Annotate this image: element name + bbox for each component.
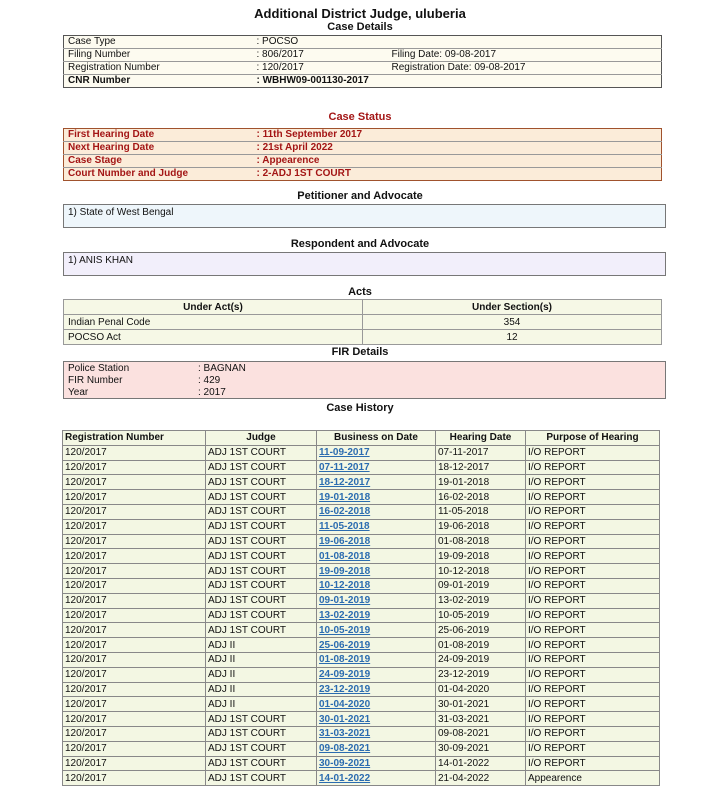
act-section: 12 — [363, 330, 662, 345]
business-date-cell — [317, 578, 436, 593]
respondent-heading: Respondent and Advocate — [290, 238, 430, 250]
hearing-date-cell: 07-11-2017 — [436, 445, 526, 460]
petitioner-heading: Petitioner and Advocate — [297, 190, 423, 202]
business-date-cell — [317, 475, 436, 490]
business-date-link[interactable]: 19-09-2018 — [319, 565, 371, 577]
registration-number-value: : 120/2017 — [253, 62, 388, 75]
judge-cell: ADJ 1ST COURT — [206, 564, 317, 579]
purpose-cell: I/O REPORT — [526, 564, 660, 579]
act-section: 354 — [363, 315, 662, 330]
business-date-link[interactable]: 16-02-2018 — [319, 506, 371, 518]
purpose-cell: I/O REPORT — [526, 712, 660, 727]
purpose-cell: I/O REPORT — [526, 652, 660, 667]
act-name: POCSO Act — [64, 330, 363, 345]
hearing-date-cell: 01-08-2019 — [436, 638, 526, 653]
business-date-cell — [317, 460, 436, 475]
hearing-date-cell: 24-09-2019 — [436, 652, 526, 667]
case-type-row — [64, 36, 662, 49]
fir-label: Year — [68, 387, 89, 398]
hearing-date-cell: 10-12-2018 — [436, 564, 526, 579]
act-name: Indian Penal Code — [64, 315, 363, 330]
col-registration-number: Registration Number — [63, 431, 206, 446]
business-date-link[interactable]: 10-05-2019 — [319, 624, 371, 636]
fir-label: Police Station — [68, 363, 130, 374]
purpose-cell: I/O REPORT — [526, 593, 660, 608]
hearing-date-cell: 19-01-2018 — [436, 475, 526, 490]
acts-col-act: Under Act(s) — [64, 300, 363, 315]
petitioner-text: 1) State of West Bengal — [68, 207, 174, 218]
table-row — [63, 756, 660, 771]
purpose-cell: I/O REPORT — [526, 519, 660, 534]
table-row — [63, 490, 660, 505]
business-date-link[interactable]: 25-06-2019 — [319, 639, 371, 651]
table-row — [63, 771, 660, 786]
judge-cell: ADJ II — [206, 638, 317, 653]
table-row — [63, 741, 660, 756]
table-row — [63, 667, 660, 682]
hearing-date-cell: 31-03-2021 — [436, 712, 526, 727]
next-hearing-row — [64, 142, 662, 155]
judge-cell: ADJ II — [206, 667, 317, 682]
registration-date: Registration Date: 09-08-2017 — [388, 62, 662, 75]
business-date-link[interactable]: 07-11-2017 — [319, 461, 370, 473]
table-row — [63, 534, 660, 549]
judge-cell: ADJ 1ST COURT — [206, 771, 317, 786]
case-stage-label: Case Stage — [64, 155, 253, 168]
registration-number-cell: 120/2017 — [63, 593, 206, 608]
fir-row — [68, 363, 661, 375]
judge-cell: ADJ II — [206, 697, 317, 712]
hearing-date-cell: 16-02-2018 — [436, 490, 526, 505]
business-date-link[interactable]: 19-01-2018 — [319, 491, 371, 503]
table-row — [64, 315, 662, 330]
business-date-cell — [317, 741, 436, 756]
purpose-cell: I/O REPORT — [526, 741, 660, 756]
filing-number-label: Filing Number — [64, 49, 253, 62]
judge-cell: ADJ 1ST COURT — [206, 504, 317, 519]
business-date-cell — [317, 445, 436, 460]
purpose-cell: I/O REPORT — [526, 756, 660, 771]
registration-number-cell: 120/2017 — [63, 652, 206, 667]
next-hearing-label: Next Hearing Date — [64, 142, 253, 155]
fir-row — [68, 375, 661, 387]
purpose-cell: I/O REPORT — [526, 726, 660, 741]
fir-heading: FIR Details — [331, 346, 389, 358]
registration-number-cell: 120/2017 — [63, 682, 206, 697]
col-business-date: Business on Date — [317, 431, 436, 446]
business-date-cell — [317, 638, 436, 653]
hearing-date-cell: 01-04-2020 — [436, 682, 526, 697]
registration-number-cell: 120/2017 — [63, 771, 206, 786]
business-date-link[interactable]: 01-04-2020 — [319, 698, 371, 710]
table-row — [63, 638, 660, 653]
cnr-value: : WBHW09-001130-2017 — [256, 75, 369, 86]
business-date-cell — [317, 593, 436, 608]
table-row — [63, 475, 660, 490]
purpose-cell: I/O REPORT — [526, 534, 660, 549]
judge-cell: ADJ 1ST COURT — [206, 623, 317, 638]
business-date-link[interactable]: 14-01-2022 — [319, 772, 371, 784]
business-date-cell — [317, 504, 436, 519]
cnr-label: CNR Number — [68, 75, 131, 86]
hearing-date-cell: 19-09-2018 — [436, 549, 526, 564]
purpose-cell: I/O REPORT — [526, 445, 660, 460]
filing-date: Filing Date: 09-08-2017 — [388, 49, 662, 62]
registration-number-row — [64, 62, 662, 75]
purpose-cell: I/O REPORT — [526, 578, 660, 593]
case-status-table — [63, 128, 662, 181]
business-date-link[interactable]: 19-06-2018 — [319, 535, 371, 547]
registration-number-cell: 120/2017 — [63, 549, 206, 564]
acts-heading: Acts — [348, 286, 372, 298]
hearing-date-cell: 30-01-2021 — [436, 697, 526, 712]
purpose-cell: I/O REPORT — [526, 608, 660, 623]
registration-number-cell: 120/2017 — [63, 564, 206, 579]
judge-cell: ADJ 1ST COURT — [206, 741, 317, 756]
col-purpose: Purpose of Hearing — [526, 431, 660, 446]
registration-number-cell: 120/2017 — [63, 490, 206, 505]
hearing-date-cell: 11-05-2018 — [436, 504, 526, 519]
registration-number-cell: 120/2017 — [63, 667, 206, 682]
petitioner-box — [63, 204, 666, 228]
judge-cell: ADJ 1ST COURT — [206, 549, 317, 564]
registration-number-cell: 120/2017 — [63, 697, 206, 712]
business-date-link[interactable]: 11-05-2018 — [319, 521, 370, 533]
table-row — [63, 593, 660, 608]
fir-label: FIR Number — [68, 375, 123, 386]
table-row — [63, 623, 660, 638]
fir-value: : 429 — [198, 375, 221, 386]
judge-cell: ADJ 1ST COURT — [206, 519, 317, 534]
case-history-table — [62, 430, 660, 786]
registration-number-cell: 120/2017 — [63, 534, 206, 549]
case-status-heading: Case Status — [328, 111, 392, 123]
business-date-link[interactable]: 30-09-2021 — [319, 757, 371, 769]
cnr-row — [64, 75, 662, 88]
registration-number-cell: 120/2017 — [63, 475, 206, 490]
business-date-cell — [317, 726, 436, 741]
fir-value: : 2017 — [198, 387, 226, 398]
business-date-cell — [317, 652, 436, 667]
judge-cell: ADJ 1ST COURT — [206, 578, 317, 593]
judge-cell: ADJ 1ST COURT — [206, 475, 317, 490]
hearing-date-cell: 21-04-2022 — [436, 771, 526, 786]
purpose-cell: I/O REPORT — [526, 504, 660, 519]
court-judge-row — [64, 168, 662, 181]
business-date-cell — [317, 756, 436, 771]
business-date-cell — [317, 519, 436, 534]
case-stage-value: : Appearence — [253, 155, 662, 168]
business-date-cell — [317, 712, 436, 727]
registration-number-cell: 120/2017 — [63, 756, 206, 771]
court-judge-value: : 2-ADJ 1ST COURT — [256, 168, 351, 179]
hearing-date-cell: 23-12-2019 — [436, 667, 526, 682]
business-date-cell — [317, 667, 436, 682]
case-stage-row — [64, 155, 662, 168]
purpose-cell: Appearence — [526, 771, 660, 786]
table-row — [63, 697, 660, 712]
judge-cell: ADJ 1ST COURT — [206, 490, 317, 505]
registration-number-cell: 120/2017 — [63, 460, 206, 475]
judge-cell: ADJ 1ST COURT — [206, 445, 317, 460]
judge-cell: ADJ 1ST COURT — [206, 534, 317, 549]
business-date-cell — [317, 534, 436, 549]
hearing-date-cell: 10-05-2019 — [436, 608, 526, 623]
purpose-cell: I/O REPORT — [526, 460, 660, 475]
history-header-row — [63, 431, 660, 446]
court-judge-label: Court Number and Judge — [68, 168, 189, 179]
case-type-value: : POCSO — [253, 36, 388, 49]
table-row — [63, 564, 660, 579]
judge-cell: ADJ 1ST COURT — [206, 726, 317, 741]
hearing-date-cell: 14-01-2022 — [436, 756, 526, 771]
business-date-cell — [317, 697, 436, 712]
business-date-link[interactable]: 30-01-2021 — [319, 713, 371, 725]
business-date-cell — [317, 564, 436, 579]
table-row — [63, 519, 660, 534]
first-hearing-row — [64, 129, 662, 142]
table-row — [63, 712, 660, 727]
acts-table — [63, 299, 662, 345]
judge-cell: ADJ 1ST COURT — [206, 712, 317, 727]
registration-number-cell: 120/2017 — [63, 638, 206, 653]
purpose-cell: I/O REPORT — [526, 623, 660, 638]
next-hearing-value: : 21st April 2022 — [253, 142, 662, 155]
table-row — [63, 578, 660, 593]
business-date-link[interactable]: 09-01-2019 — [319, 595, 371, 607]
judge-cell: ADJ 1ST COURT — [206, 460, 317, 475]
business-date-cell — [317, 549, 436, 564]
hearing-date-cell: 13-02-2019 — [436, 593, 526, 608]
hearing-date-cell: 01-08-2018 — [436, 534, 526, 549]
business-date-link[interactable]: 31-03-2021 — [319, 728, 371, 740]
purpose-cell: I/O REPORT — [526, 490, 660, 505]
first-hearing-value: : 11th September 2017 — [253, 129, 662, 142]
acts-col-section: Under Section(s) — [363, 300, 662, 315]
history-body — [63, 445, 660, 785]
table-row — [63, 726, 660, 741]
judge-cell: ADJ 1ST COURT — [206, 608, 317, 623]
table-row — [63, 460, 660, 475]
purpose-cell: I/O REPORT — [526, 697, 660, 712]
purpose-cell: I/O REPORT — [526, 549, 660, 564]
hearing-date-cell: 09-01-2019 — [436, 578, 526, 593]
purpose-cell: I/O REPORT — [526, 682, 660, 697]
table-row — [63, 504, 660, 519]
hearing-date-cell: 19-06-2018 — [436, 519, 526, 534]
business-date-link[interactable]: 18-12-2017 — [319, 476, 371, 488]
fir-row — [68, 387, 661, 399]
table-row — [64, 330, 662, 345]
business-date-link[interactable]: 09-08-2021 — [319, 743, 371, 755]
registration-number-cell: 120/2017 — [63, 578, 206, 593]
business-date-link[interactable]: 11-09-2017 — [319, 447, 370, 459]
purpose-cell: I/O REPORT — [526, 667, 660, 682]
fir-box — [63, 361, 666, 399]
business-date-cell — [317, 608, 436, 623]
first-hearing-label: First Hearing Date — [64, 129, 253, 142]
col-judge: Judge — [206, 431, 317, 446]
case-history-heading: Case History — [326, 402, 394, 414]
business-date-link[interactable]: 24-09-2019 — [319, 669, 371, 681]
table-row — [63, 549, 660, 564]
table-row — [63, 445, 660, 460]
purpose-cell: I/O REPORT — [526, 475, 660, 490]
acts-header-row — [64, 300, 662, 315]
registration-number-cell: 120/2017 — [63, 741, 206, 756]
case-details-table — [63, 35, 662, 88]
business-date-link[interactable]: 13-02-2019 — [319, 609, 371, 621]
registration-number-cell: 120/2017 — [63, 519, 206, 534]
business-date-cell — [317, 490, 436, 505]
registration-number-cell: 120/2017 — [63, 623, 206, 638]
registration-number-cell: 120/2017 — [63, 726, 206, 741]
registration-number-cell: 120/2017 — [63, 712, 206, 727]
fir-value: : BAGNAN — [198, 363, 246, 374]
hearing-date-cell: 25-06-2019 — [436, 623, 526, 638]
business-date-cell — [317, 682, 436, 697]
business-date-link[interactable]: 01-08-2018 — [319, 550, 371, 562]
court-title: Additional District Judge, uluberia — [254, 6, 466, 21]
judge-cell: ADJ 1ST COURT — [206, 756, 317, 771]
judge-cell: ADJ II — [206, 682, 317, 697]
registration-number-cell: 120/2017 — [63, 608, 206, 623]
table-row — [63, 652, 660, 667]
case-type-label: Case Type — [64, 36, 253, 49]
business-date-link[interactable]: 01-08-2019 — [319, 654, 371, 666]
respondent-text: 1) ANIS KHAN — [68, 255, 134, 266]
business-date-link[interactable]: 10-12-2018 — [319, 580, 371, 592]
business-date-cell — [317, 771, 436, 786]
registration-number-cell: 120/2017 — [63, 504, 206, 519]
purpose-cell: I/O REPORT — [526, 638, 660, 653]
respondent-box — [63, 252, 666, 276]
hearing-date-cell: 30-09-2021 — [436, 741, 526, 756]
filing-number-row — [64, 49, 662, 62]
table-row — [63, 682, 660, 697]
business-date-link[interactable]: 23-12-2019 — [319, 683, 371, 695]
business-date-cell — [317, 623, 436, 638]
registration-number-cell: 120/2017 — [63, 445, 206, 460]
hearing-date-cell: 09-08-2021 — [436, 726, 526, 741]
table-row — [63, 608, 660, 623]
filing-number-value: : 806/2017 — [253, 49, 388, 62]
judge-cell: ADJ II — [206, 652, 317, 667]
hearing-date-cell: 18-12-2017 — [436, 460, 526, 475]
col-hearing-date: Hearing Date — [436, 431, 526, 446]
registration-number-label: Registration Number — [64, 62, 253, 75]
case-details-heading: Case Details — [327, 21, 393, 33]
judge-cell: ADJ 1ST COURT — [206, 593, 317, 608]
